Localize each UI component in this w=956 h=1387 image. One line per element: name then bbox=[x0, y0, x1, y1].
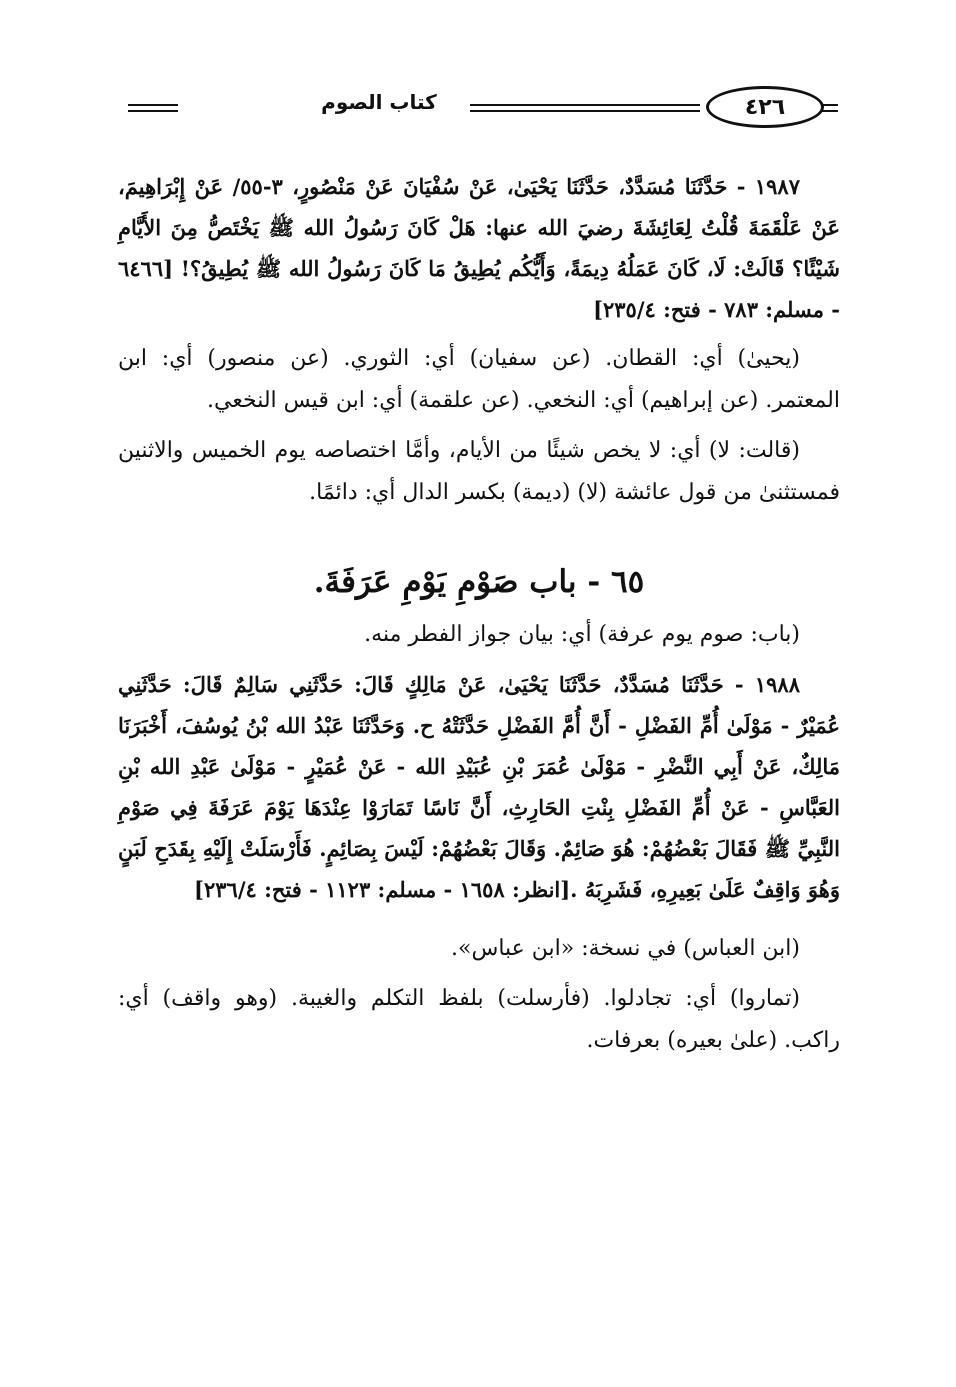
commentary-paragraph: (يحيىٰ) أي: القطان. (عن سفيان) أي: الثوري. (عن منصور) أي: ابن المعتمر. (عن إبراهيم) أي: النخعي. (عن علقمة) أي: ابن قيس النخعي. bbox=[118, 346, 840, 413]
hadith-1987: ١٩٨٧ - حَدَّثَنَا مُسَدَّدٌ، حَدَّثَنَا يَحْيَىٰ، عَنْ سُفْيَانَ عَنْ مَنْصُورٍ، ٣-٥٥/ عَنْ إِبْرَاهِيمَ، عَنْ عَلْقَمَةَ قُلْتُ لِعَائِشَةَ رضيَ الله عنها: هَلْ كَانَ رَسُولُ الله ﷺ يَخْتَصُّ مِنَ الأَيَّامِ شَيْئًا؟ قَالَتْ: لَا، كَانَ عَمَلُهُ دِيمَةً، وَأَيُّكُم يُطِيقُ مَا كَانَ رَسُولُ الله ﷺ يُطِيقُ؟! [٦٤٦٦ - مسلم: ٧٨٣ - فتح: ٢٣٥/٤] bbox=[118, 174, 840, 322]
commentary-paragraph: (باب: صوم يوم عرفة) أي: بيان جواز الفطر منه. bbox=[364, 622, 800, 647]
commentary-paragraph: (تماروا) أي: تجادلوا. (فأرسلت) بلفظ التكلم والغيبة. (وهو واقف) أي: راكب. (علىٰ بعيره) بعرفات. bbox=[118, 986, 840, 1053]
page-number-badge: ٤٢٦ bbox=[706, 86, 824, 128]
running-title: كتاب الصوم bbox=[321, 90, 437, 114]
page-body bbox=[118, 166, 840, 1070]
header-rule-left-bottom bbox=[128, 110, 178, 112]
header-rule-mid-top bbox=[470, 104, 700, 106]
commentary-paragraph: (قالت: لا) أي: لا يخص شيئًا من الأيام، وأمَّا اختصاصه يوم الخميس والاثنين فمستثنىٰ من قول عائشة (لا) (ديمة) بكسر الدال أي: دائمًا. bbox=[118, 438, 840, 505]
commentary-paragraph: (ابن العباس) في نسخة: «ابن عباس». bbox=[451, 936, 800, 961]
hadith-1988: ١٩٨٨ - حَدَّثَنَا مُسَدَّدٌ، حَدَّثَنَا يَحْيَىٰ، عَنْ مَالِكٍ قَالَ: حَدَّثَنِي سَالِمٌ قَالَ: حَدَّثَنِي عُمَيْرٌ - مَوْلَىٰ أُمِّ الفَضْلِ - أَنَّ أُمَّ الفَضْلِ حَدَّثَتْهُ ح. وَحَدَّثَنَا عَبْدُ الله بْنُ يُوسُفَ، أَخْبَرَنَا مَالِكٌ، عَنْ أَبِي النَّضْرِ - مَوْلَىٰ عُمَرَ بْنِ عُبَيْدِ الله - عَنْ عُمَيْرٍ - مَوْلَىٰ عَبْدِ الله بْنِ العَبَّاسِ - عَنْ أُمِّ الفَضْلِ بِنْتِ الحَارِثِ، أَنَّ نَاسًا تَمَارَوْا عِنْدَهَا يَوْمَ عَرَفَةَ فِي صَوْمِ النَّبِيِّ ﷺ فَقَالَ بَعْضُهُمْ: هُوَ صَائِمٌ. وَقَالَ بَعْضُهُمْ: لَيْسَ بِصَائِمٍ. فَأَرْسَلَتْ إِلَيْهِ بِقَدَحِ لَبَنٍ وَهُوَ وَاقِفٌ عَلَىٰ بَعِيرِهِ، فَشَرِبَهُ .[انظر: ١٦٥٨ - مسلم: ١١٢٣ - فتح: ٢٣٦/٤] bbox=[118, 672, 840, 902]
header-rule-left-top bbox=[128, 104, 178, 106]
header-rule-mid-bottom bbox=[470, 110, 700, 112]
page-header bbox=[118, 84, 836, 130]
chapter-heading: ٦٥ - باب صَوْمِ يَوْمِ عَرَفَةَ. bbox=[313, 564, 645, 600]
